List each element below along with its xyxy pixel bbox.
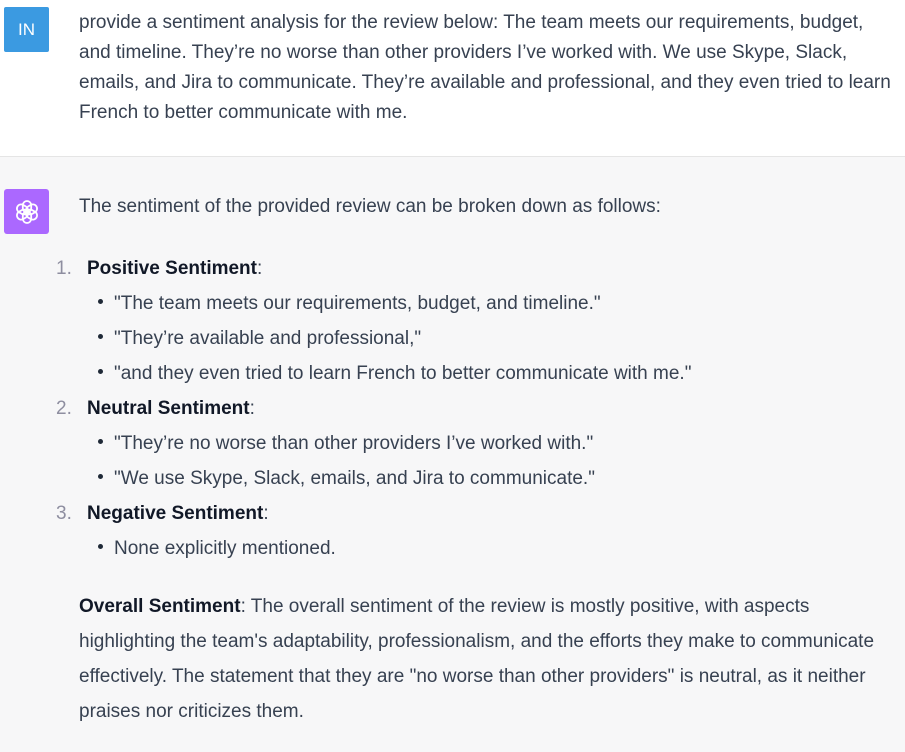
list-number: 2. <box>56 398 72 419</box>
user-message <box>0 0 905 157</box>
list-number: 3. <box>56 503 72 524</box>
list-item-title: Negative Sentiment <box>87 503 264 524</box>
bullet-dot-icon <box>98 334 103 339</box>
openai-logo-icon <box>14 199 40 225</box>
bullet-item: "They’re no worse than other providers I’ve worked with." <box>56 426 691 461</box>
list-item-colon: : <box>263 503 269 524</box>
sentiment-list <box>56 251 691 566</box>
bullet-item: "We use Skype, Slack, emails, and Jira to communicate." <box>56 461 691 496</box>
bullet-dot-icon <box>98 544 103 549</box>
list-item-negative <box>56 496 691 566</box>
assistant-message <box>0 157 905 752</box>
list-item-colon: : <box>249 398 255 419</box>
bullet-item: "and they even tried to learn French to better communicate with me." <box>56 356 691 391</box>
assistant-intro: The sentiment of the provided review can be broken down as follows: <box>79 196 661 217</box>
summary-label: Overall Sentiment <box>79 596 241 617</box>
list-item-title: Positive Sentiment <box>87 258 257 279</box>
bullet-item: "The team meets our requirements, budget, and timeline." <box>56 286 691 321</box>
bullet-dot-icon <box>98 299 103 304</box>
bullet-item: "They’re available and professional," <box>56 321 691 356</box>
list-item-title: Neutral Sentiment <box>87 398 250 419</box>
assistant-avatar <box>4 189 49 234</box>
list-item-neutral <box>56 391 691 496</box>
bullet-item: None explicitly mentioned. <box>56 531 691 566</box>
bullet-dot-icon <box>98 369 103 374</box>
user-message-text: provide a sentiment analysis for the review below: The team meets our requirements, budget, and timeline. They’re no worse than other providers I’ve worked with. We use Skype, Slack, emails, and Jira to communicate. They’re available and professional, and they even tried to learn French to better communicate with me. <box>79 12 891 123</box>
list-number: 1. <box>56 258 72 279</box>
list-item-positive <box>56 251 691 391</box>
list-item-colon: : <box>257 258 263 279</box>
user-avatar: IN <box>4 7 49 52</box>
overall-sentiment-paragraph <box>79 589 879 729</box>
bullet-dot-icon <box>98 474 103 479</box>
summary-text: : The overall sentiment of the review is mostly positive, with aspects highlighting the team's adaptability, professionalism, and the efforts they make to communicate effectively. The statement that they are "no worse than other providers" is neutral, as it neither praises nor criticizes them. <box>79 596 875 722</box>
bullet-dot-icon <box>98 439 103 444</box>
